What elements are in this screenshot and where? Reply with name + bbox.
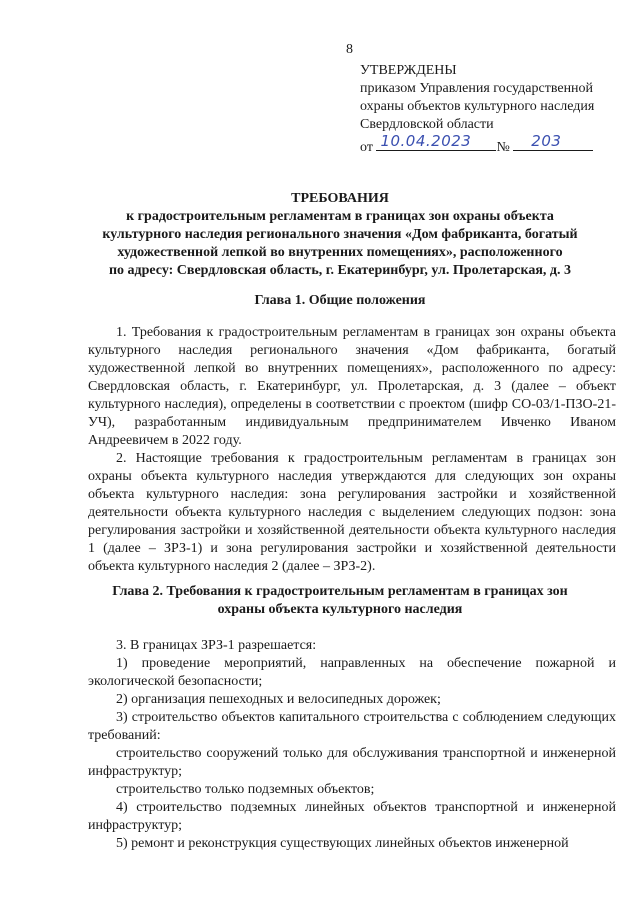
paragraph-3: 3. В границах ЗРЗ-1 разрешается: <box>116 638 317 653</box>
number-field <box>513 134 593 151</box>
list-item-2: 2) организация пешеходных и велосипедных дорожек; <box>116 692 441 707</box>
approval-heading: УТВЕРЖДЕНЫ <box>360 63 457 78</box>
paragraph-2: 2. Настоящие требования к градостроительным регламентам в границах зон охраны объекта культурного наследия утверждаются для следующих зон охраны объекта культурного наследия: зона регулирования застройки и хозяйственной деятельности объекта культурного наследия с выделением следующих подзон: зона регулирования застройки и хозяйственной деятельности объекта культурного наследия 1 (далее – ЗРЗ-1) и зона регулирования застройки и хозяйственной деятельности объекта культурного наследия 2 (далее – ЗРЗ-2). <box>88 451 616 574</box>
list-item-5: 5) ремонт и реконструкция существующих линейных объектов инженерной <box>116 836 569 851</box>
approval-line-1: приказом Управления государственной <box>360 81 594 96</box>
chapter-2-body <box>88 637 616 853</box>
list-item-3b: строительство только подземных объектов; <box>116 782 375 797</box>
number-label: № <box>496 140 510 155</box>
list-item-3a: строительство сооружений только для обслуживания транспортной и инженерной инфраструктур; <box>88 746 616 779</box>
chapter-2-heading-line-1: Глава 2. Требования к градостроительным регламентам в границах зон <box>112 584 568 599</box>
title-line-2: культурного наследия регионального значения «Дом фабриканта, богатый <box>102 227 578 242</box>
chapter-1-heading: Глава 1. Общие положения <box>254 293 426 308</box>
title-line-1: к градостроительным регламентам в границах зон охраны объекта <box>126 209 554 224</box>
title-line-3: художественной лепкой во внутренних помещениях», расположенного <box>117 245 563 260</box>
date-field <box>376 134 496 151</box>
page-number: 8 <box>346 42 353 57</box>
handwritten-date: 10.04.2023 <box>380 132 472 150</box>
title-main: ТРЕБОВАНИЯ <box>291 191 389 206</box>
chapter-1-body <box>88 324 616 576</box>
list-item-4: 4) строительство подземных линейных объектов транспортной и инженерной инфраструктур; <box>88 800 616 833</box>
list-item-1: 1) проведение мероприятий, направленных на обеспечение пожарной и экологической безопасности; <box>88 656 616 689</box>
approval-date-line <box>360 134 594 157</box>
approval-line-3: Свердловской области <box>360 117 494 132</box>
handwritten-number: 203 <box>531 132 562 150</box>
paragraph-1: 1. Требования к градостроительным регламентам в границах зон охраны объекта культурного наследия регионального значения «Дом фабриканта, богатый художественной лепкой во внутренних помещениях», расположенного по адресу: Свердловская область, г. Екатеринбург, ул. Пролетарская, д. 3 (далее – объект культурного наследия), определены в соответствии с проектом (шифр СО-03/1-ПЗО-21-УЧ), разработанным индивидуальным предпринимателем Ивченко Иваном Андреевичем в 2022 году. <box>88 325 616 448</box>
approval-stamp <box>360 62 594 157</box>
document-title <box>60 190 620 280</box>
list-item-3: 3) строительство объектов капитального строительства с соблюдением следующих требований: <box>88 710 616 743</box>
chapter-2-heading <box>60 583 620 619</box>
title-line-4: по адресу: Свердловская область, г. Екатеринбург, ул. Пролетарская, д. 3 <box>108 263 572 278</box>
chapter-2-heading-line-2: охраны объекта культурного наследия <box>217 602 463 617</box>
approval-line-2: охраны объектов культурного наследия <box>360 99 595 114</box>
from-label: от <box>360 140 373 155</box>
